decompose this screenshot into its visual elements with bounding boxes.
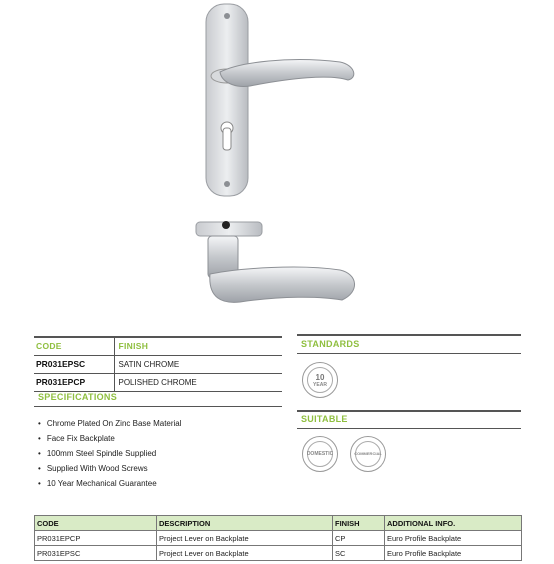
guarantee-10-year-badge-icon (302, 362, 338, 398)
column-header: CODE (35, 516, 157, 531)
divider (297, 353, 521, 354)
list-item: • Supplied With Wood Screws (38, 461, 182, 476)
divider (34, 406, 282, 407)
table-cell: CP (333, 531, 385, 546)
badge-text: COMMERCIAL (354, 451, 382, 456)
table-row (35, 531, 522, 546)
column-header: FINISH (333, 516, 385, 531)
table-cell: PR031EPSC (35, 546, 157, 561)
table-row (35, 546, 522, 561)
domestic-badge-icon (302, 436, 338, 472)
product-image (180, 0, 380, 320)
table-cell: Euro Profile Backplate (385, 546, 522, 561)
product-code: PR031EPCP (34, 373, 114, 391)
standards-title: STANDARDS (301, 339, 360, 349)
table-cell: Project Lever on Backplate (157, 546, 333, 561)
badge-text: DOMESTIC (306, 451, 334, 457)
divider (297, 428, 521, 429)
list-item: • 100mm Steel Spindle Supplied (38, 446, 182, 461)
divider (297, 410, 521, 412)
commercial-badge-icon (350, 436, 386, 472)
column-header: ADDITIONAL INFO. (385, 516, 522, 531)
suitable-title: SUITABLE (301, 414, 348, 424)
code-finish-row (34, 355, 282, 373)
specifications-title: SPECIFICATIONS (38, 392, 118, 402)
product-code: PR031EPSC (34, 355, 114, 373)
table-cell: PR031EPCP (35, 531, 157, 546)
list-item: • Chrome Plated On Zinc Base Material (38, 416, 182, 431)
badge-number: 10 (315, 372, 325, 382)
finish-header: FINISH (114, 337, 282, 355)
table-cell: SC (333, 546, 385, 561)
code-finish-table (34, 336, 282, 392)
product-finish: SATIN CHROME (114, 355, 282, 373)
product-finish: POLISHED CHROME (114, 373, 282, 391)
table-cell: Project Lever on Backplate (157, 531, 333, 546)
specifications-list (38, 416, 182, 491)
list-item: • 10 Year Mechanical Guarantee (38, 476, 182, 491)
table-cell: Euro Profile Backplate (385, 531, 522, 546)
badge-text: YEAR (313, 381, 327, 388)
code-header: CODE (34, 337, 114, 355)
product-table (34, 515, 522, 561)
code-finish-row (34, 373, 282, 391)
divider (297, 334, 521, 336)
column-header: DESCRIPTION (157, 516, 333, 531)
list-item: • Face Fix Backplate (38, 431, 182, 446)
